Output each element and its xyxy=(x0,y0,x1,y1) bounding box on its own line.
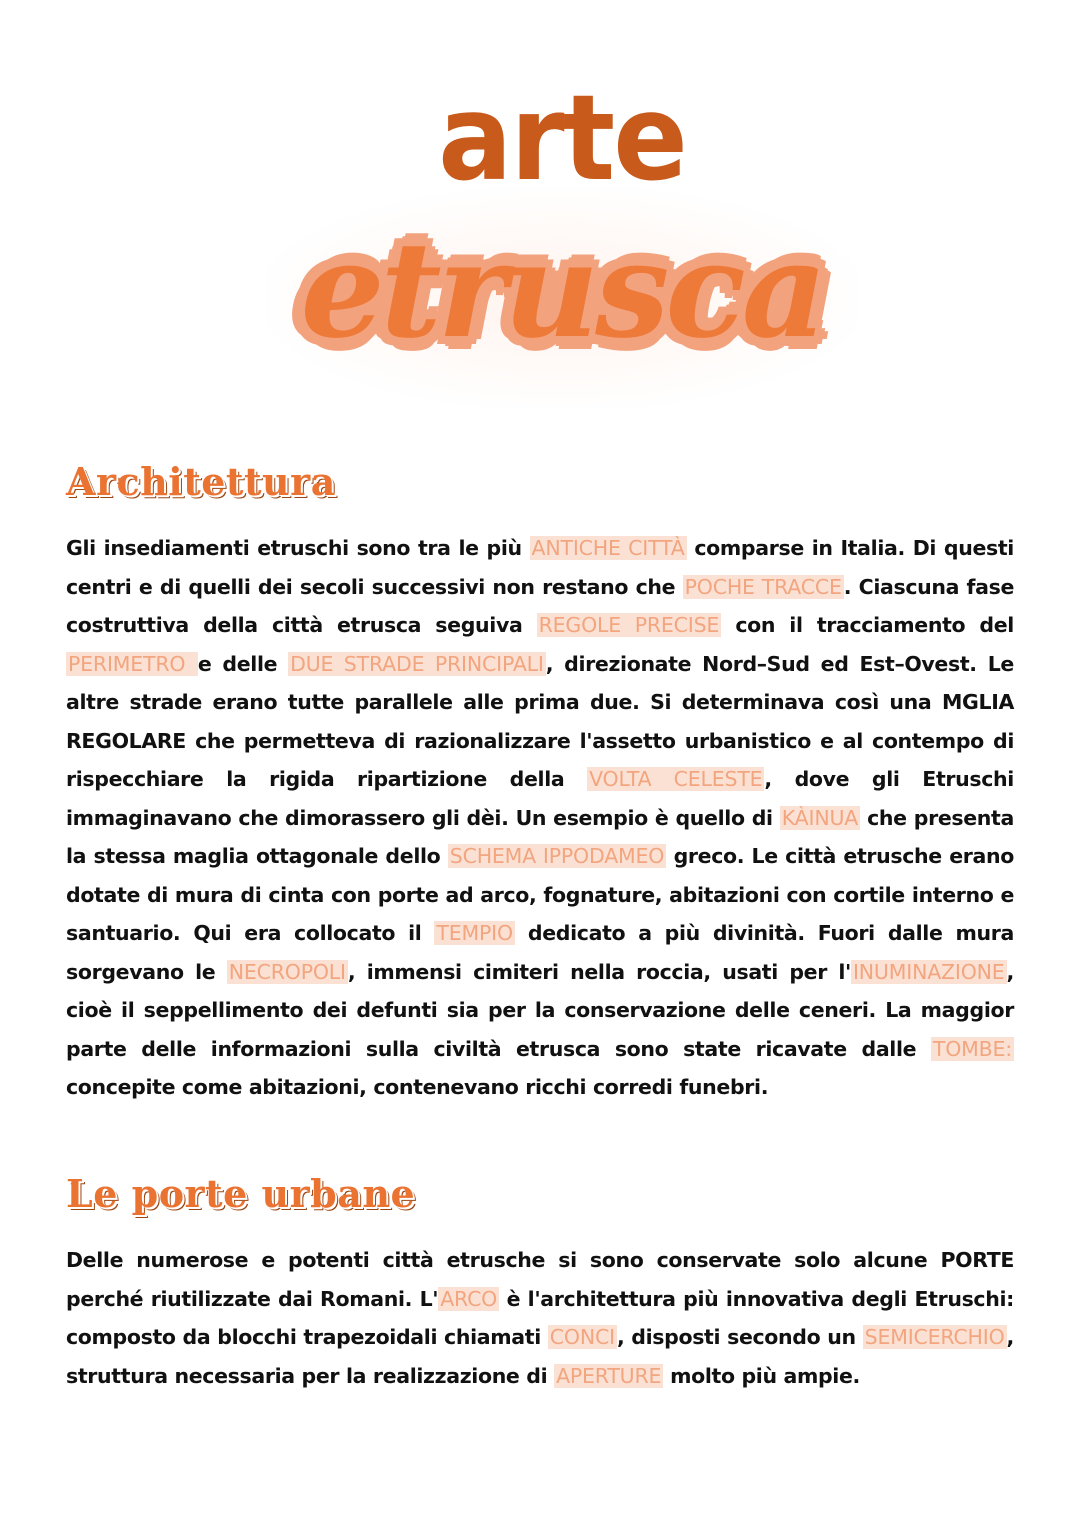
highlighted-keyword: SCHEMA IPPODAMEO xyxy=(449,844,665,868)
highlighted-keyword: INUMINAZIONE xyxy=(852,959,1005,984)
body-text: che presenta la stessa maglia ottagonale dello xyxy=(66,805,1014,868)
body-text: concepite come abitazioni, contenevano ricchi corredi funebri. xyxy=(66,1075,769,1099)
heading-porte-urbane: Le porte urbane xyxy=(66,1171,416,1216)
highlighted-keyword: CONCI xyxy=(549,1325,615,1349)
body-text: è l'architettura più innovativa degli Etruschi: composto da blocchi trapezoidali chiamati xyxy=(66,1286,1015,1349)
highlighted-keyword: VOLTA CELESTE xyxy=(589,767,763,791)
paragraph-porte-urbane xyxy=(66,1241,1014,1395)
body-text: , disposti secondo un xyxy=(616,1325,863,1349)
highlighted-keyword: TEMPIO xyxy=(436,921,513,945)
highlighted-keyword: APERTURE xyxy=(556,1363,662,1388)
body-text: con il tracciamento del xyxy=(721,613,1014,637)
highlighted-keyword: POCHE TRACCE xyxy=(684,574,842,599)
highlighted-keyword: PERIMETRO xyxy=(68,651,196,676)
highlighted-keyword: ANTICHE CITTÀ xyxy=(531,536,685,560)
paragraph-architettura xyxy=(66,529,1014,1107)
body-text: e delle xyxy=(197,651,289,676)
title-etrusca-backdrop xyxy=(266,188,858,408)
highlighted-keyword: NECROPOLI xyxy=(228,959,346,984)
title-lettering xyxy=(262,68,862,398)
title-etrusca: etrusca xyxy=(300,213,824,368)
heading-architettura: Architettura xyxy=(66,459,336,504)
body-text: . Ciascuna fase costruttiva della città etrusca seguiva xyxy=(66,574,1014,637)
highlighted-keyword: SEMICERCHIO xyxy=(864,1325,1005,1349)
body-text: , immensi cimiteri nella roccia, usati per l' xyxy=(347,959,851,984)
body-text: Delle numerose e potenti città etrusche si sono conservate solo alcune PORTE perché riutilizzate dai Romani. L' xyxy=(66,1248,1014,1311)
body-text: , dove gli Etruschi immaginavano che dimorassero gli dèi. Un esempio è quello di xyxy=(66,767,1014,830)
highlighted-keyword: DUE STRADE PRINCIPALI xyxy=(290,651,544,676)
highlighted-keyword: TOMBE: xyxy=(932,1036,1012,1061)
highlighted-keyword: KÀINUA xyxy=(781,805,859,830)
body-text: dedicato a più divinità. Fuori dalle mura sorgevano le xyxy=(66,921,1014,984)
body-text: , cioè il seppellimento dei defunti sia per la conservazione delle ceneri. La maggior parte delle informazioni sulla civiltà etrusca sono state ricavate dalle xyxy=(66,959,1014,1061)
body-text: greco. Le città etrusche erano dotate di mura di cinta con porte ad arco, fognature, abitazioni con cortile interno e santuario. Qui era collocato il xyxy=(66,844,1014,945)
title-arte: arte xyxy=(438,68,686,208)
body-text: Gli insediamenti etruschi sono tra le più xyxy=(66,536,530,560)
body-text: , direzionate Nord–Sud ed Est–Ovest. Le altre strade erano tutte parallele alle prima due. Si determinava così una MGLIA REGOLARE che permetteva di razionalizzare l'assetto urbanistico e al contempo di rispecchiare la rigida ripartizione della xyxy=(66,651,1014,791)
body-text: , struttura necessaria per la realizzazione di xyxy=(66,1325,1014,1388)
body-text: molto più ampie. xyxy=(663,1363,860,1388)
highlighted-keyword: ARCO xyxy=(440,1286,498,1311)
body-text: comparse in Italia. Di questi centri e di quelli dei secoli successivi non restano che xyxy=(66,536,1014,599)
highlighted-keyword: REGOLE PRECISE xyxy=(538,613,720,637)
